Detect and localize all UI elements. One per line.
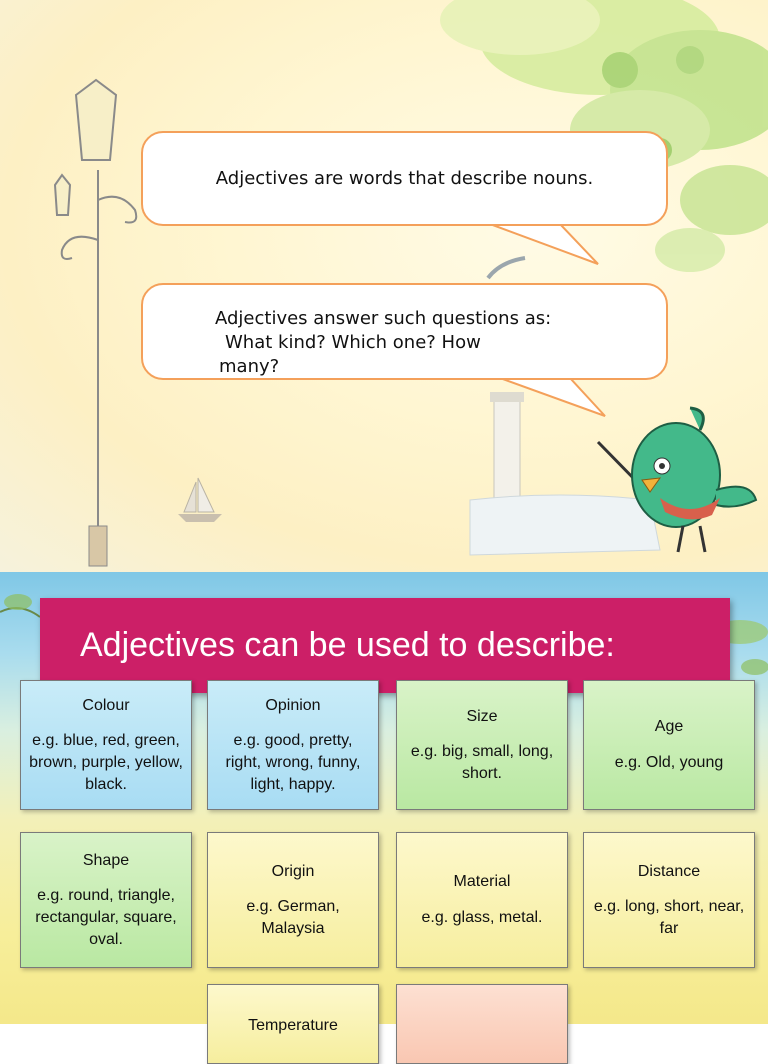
card-size (396, 680, 568, 810)
bubble-2-line-1: Adjectives answer such questions as: (215, 308, 552, 329)
lamp-post (55, 80, 136, 530)
card-colour (20, 680, 192, 810)
card-body: e.g. German, Malaysia (246, 898, 340, 937)
card-heading: Size (466, 707, 498, 725)
card-body: e.g. round, triangle, rectangular, square, oval. (35, 887, 177, 948)
bubble-1-tail (480, 222, 600, 272)
speech-bubble-definition (141, 131, 668, 226)
card-shape (20, 832, 192, 968)
card-body: e.g. blue, red, green, brown, purple, yellow, black. (29, 732, 183, 793)
card-heading: Colour (82, 696, 130, 714)
card-age (583, 680, 755, 810)
sailboat (178, 478, 222, 522)
card-heading: Origin (271, 862, 315, 880)
card-unlabeled (396, 984, 568, 1064)
card-heading: Material (453, 873, 511, 891)
card-temperature (207, 984, 379, 1064)
slide-title-banner (40, 598, 730, 693)
card-body: e.g. glass, metal. (421, 909, 543, 926)
bubble-2-line-3: many? (219, 355, 280, 377)
card-heading: Temperature (248, 1017, 338, 1034)
slide-title: Adjectives can be used to describe: (80, 626, 615, 664)
card-body: e.g. Old, young (614, 754, 724, 771)
card-origin (207, 832, 379, 968)
slide-2 (0, 572, 768, 1034)
speech-bubble-questions (141, 283, 668, 380)
card-heading: Age (654, 718, 684, 736)
card-distance (583, 832, 755, 968)
card-opinion (207, 680, 379, 810)
card-body: e.g. big, small, long, short. (410, 743, 554, 782)
card-body: e.g. good, pretty, right, wrong, funny, light, happy. (225, 732, 361, 793)
card-heading: Distance (637, 862, 701, 880)
lamp-base (89, 526, 107, 566)
bubble-2-tail (490, 376, 610, 426)
card-body: e.g. long, short, near, far (593, 898, 745, 937)
card-material (396, 832, 568, 968)
card-heading: Opinion (265, 696, 321, 714)
card-heading: Shape (82, 851, 130, 869)
bubble-1-text: Adjectives are words that describe nouns. (215, 168, 594, 189)
bubble-2-line-2: What kind? Which one? How (225, 331, 481, 353)
